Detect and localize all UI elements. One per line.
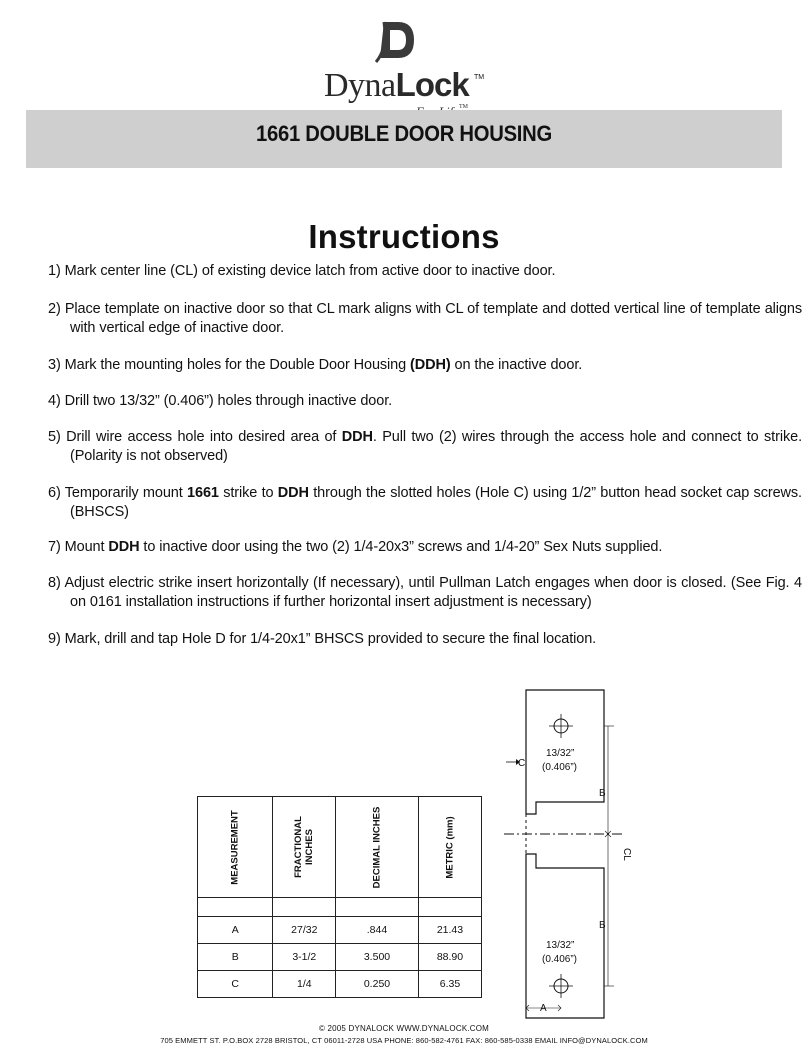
step-text: . Pull two (2) wires through the access hole and connect to strike. (Polarity is not observed) (70, 429, 802, 464)
table-row (198, 971, 482, 998)
step-text-bold: 1661 (187, 485, 219, 501)
step-text: Drill two 13/32” (0.406”) holes through inactive door. (64, 393, 393, 409)
bottom-hole-size-label: 13/32” (546, 940, 575, 951)
cl-label: CL (621, 848, 632, 861)
title-banner (26, 110, 782, 168)
instruction-step (48, 262, 802, 281)
table-spacer-row (198, 898, 482, 917)
step-number: 2) (48, 301, 65, 317)
table-row (198, 917, 482, 944)
instruction-step (48, 300, 802, 338)
table-cell: C (198, 971, 273, 998)
instruction-step (48, 356, 802, 375)
a-label: A (540, 1003, 547, 1014)
instruction-step (48, 630, 802, 649)
step-text-bold: DDH (277, 485, 309, 501)
top-hole-decimal-label: (0.406”) (542, 762, 578, 773)
dynalock-logo (318, 18, 488, 108)
step-text: Place template on inactive door so that CL mark aligns with CL of template and dotted vertical line of template aligns with vertical edge of inactive door. (64, 301, 803, 336)
table-cell: .844 (336, 917, 419, 944)
step-text: Mount (64, 539, 109, 555)
step-text: Drill wire access hole into desired area of (66, 429, 342, 445)
step-text: to inactive door using the two (2) 1/4-20x3” screws and 1/4-20” Sex Nuts supplied. (139, 539, 663, 555)
c-label: C (518, 758, 526, 769)
table-cell: 6.35 (418, 971, 481, 998)
instruction-step (48, 428, 802, 466)
instruction-step (48, 484, 802, 522)
bottom-hole-decimal-label: (0.406”) (542, 954, 578, 965)
footer-address: 705 EMMETT ST. P.O.BOX 2728 BRISTOL, CT 06011-2728 USA PHONE: 860-582-4761 FAX: 860-585-0338 EMAIL INFO@DYNALOCK.COM (160, 1036, 648, 1045)
step-text: through the slotted holes (Hole C) using 1/2” button head socket cap screws. (BHSCS) (70, 485, 802, 520)
step-text: Mark the mounting holes for the Double Door Housing (64, 357, 411, 373)
brand-tagline: TM (458, 104, 468, 110)
table-cell: A (198, 917, 273, 944)
step-text: Temporarily mount (64, 485, 188, 501)
b-bottom-label: B (599, 920, 606, 931)
step-text: Adjust electric strike insert horizontally (If necessary), until Pullman Latch engages when door is closed. (See Fig. 4 on 0161 installation instructions if further horizontal insert adjustment is necessary) (64, 575, 802, 610)
top-hole-size-label: 13/32” (546, 748, 575, 759)
step-text-bold: (DDH) (410, 357, 451, 373)
step-text: Mark center line (CL) of existing device latch from active door to inactive door. (64, 263, 556, 279)
step-number: 3) (48, 357, 65, 373)
table-cell: 88.90 (418, 944, 481, 971)
b-top-label: B (599, 788, 606, 799)
step-number: 4) (48, 393, 65, 409)
table-cell: 3-1/2 (273, 944, 336, 971)
brand-wordmark: DynaLock (324, 66, 469, 104)
step-text: on the inactive door. (450, 357, 583, 373)
table-header: DECIMAL INCHES (336, 797, 419, 898)
template-outline-bottom (526, 854, 604, 1018)
table-cell: 0.250 (336, 971, 419, 998)
footer-copyright: © 2005 DYNALOCK WWW.DYNALOCK.COM (318, 1024, 490, 1033)
document-title: 1661 DOUBLE DOOR HOUSING (256, 121, 552, 146)
table-row (198, 944, 482, 971)
instruction-step (48, 574, 802, 612)
step-text-bold: DDH (341, 429, 373, 445)
table-cell: 3.500 (336, 944, 419, 971)
step-text-bold: DDH (108, 539, 140, 555)
step-text: Mark, drill and tap Hole D for 1/4-20x1” BHSCS provided to secure the final location. (64, 631, 597, 647)
step-number: 6) (48, 485, 65, 501)
brand-tm: TM (474, 74, 485, 81)
table-cell: 1/4 (273, 971, 336, 998)
table-header: FRACTIONAL INCHES (273, 797, 336, 898)
instruction-step (48, 392, 802, 411)
step-number: 8) (48, 575, 65, 591)
step-number: 9) (48, 631, 65, 647)
step-number: 5) (48, 429, 67, 445)
table-header: MEASUREMENT (198, 797, 273, 898)
step-text: strike to (218, 485, 278, 501)
table-header: METRIC (mm) (418, 797, 481, 898)
table-header-row (198, 797, 482, 898)
table-cell: B (198, 944, 273, 971)
table-cell: 21.43 (418, 917, 481, 944)
measurement-table (197, 796, 482, 998)
table-cell: 27/32 (273, 917, 336, 944)
step-number: 1) (48, 263, 65, 279)
step-number: 7) (48, 539, 65, 555)
instruction-step (48, 538, 802, 557)
dynalock-d-logo-icon (374, 18, 418, 64)
template-diagram (500, 688, 660, 1022)
instructions-heading: Instructions (308, 218, 500, 255)
